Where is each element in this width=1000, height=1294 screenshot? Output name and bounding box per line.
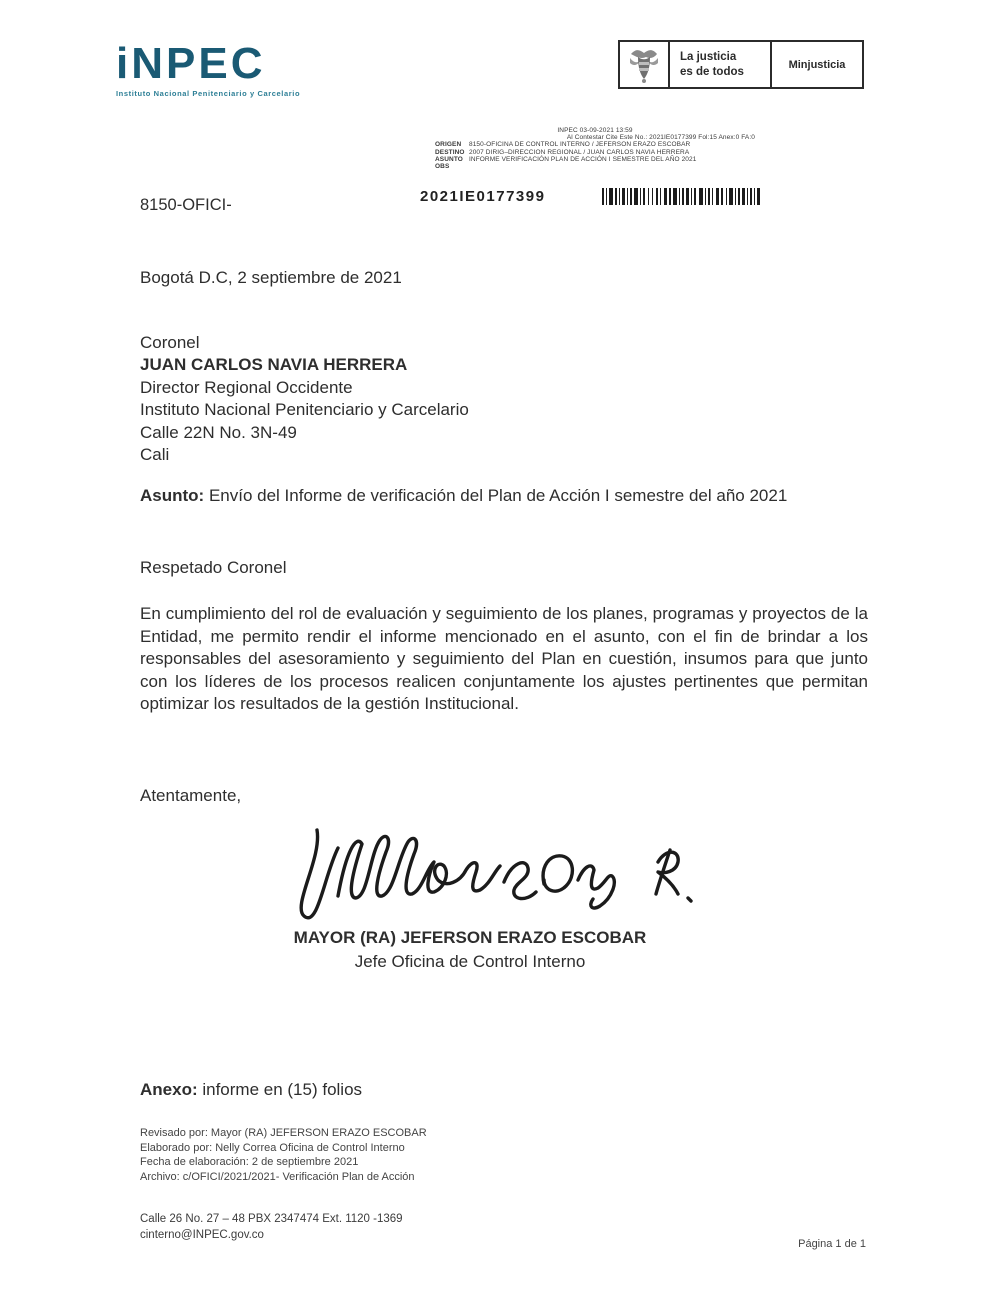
recipient-title: Director Regional Occidente (140, 377, 353, 397)
stamp-destino (435, 149, 755, 156)
meta-revisado: Revisado por: Mayor (RA) JEFERSON ERAZO ESCOBAR (140, 1127, 427, 1139)
subject-line (140, 483, 868, 509)
recipient-city: Cali (140, 445, 170, 465)
barcode-icon (602, 188, 762, 210)
recipient-name: JUAN CARLOS NAVIA HERRERA (140, 355, 408, 375)
signer-block (140, 926, 800, 974)
signer-title: Jefe Oficina de Control Interno (354, 952, 586, 971)
annex-line (140, 1080, 362, 1100)
inpec-logo (116, 39, 301, 98)
stamp-asunto-value: INFORME VERIFICACIÓN PLAN DE ACCIÓN I SEMESTRE DEL AÑO 2021 (469, 155, 697, 163)
gov-slogan-line2: es de todos (680, 65, 744, 78)
stamp-origen-label: ORIGEN (435, 141, 462, 149)
recipient-address: Calle 22N No. 3N-49 (140, 422, 297, 442)
stamp-destino-value: 2007 DIRIG–DIRECCION REGIONAL / JUAN CARLOS NAVIA HERRERA (469, 148, 690, 156)
stamp-asunto (435, 156, 755, 163)
closing: Atentamente, (140, 786, 242, 805)
footer-address: Calle 26 No. 27 – 48 PBX 2347474 Ext. 1120 -1369 (140, 1213, 403, 1225)
stamp-obs (435, 163, 755, 170)
colombia-coat-of-arms-icon (620, 42, 670, 87)
meta-elaborado: Elaborado por: Nelly Correa Oficina de Control Interno (140, 1141, 405, 1154)
recipient-block (140, 332, 469, 466)
stamp-asunto-label: ASUNTO (435, 155, 463, 163)
reference-code: 8150-OFICI- (140, 196, 232, 214)
stamp-destino-label: DESTINO (435, 148, 465, 156)
stamp-datetime: INPEC 03-09-2021 13:59 (557, 127, 633, 134)
meta-fecha: Fecha de elaboración: 2 de septiembre 2021 (140, 1156, 359, 1168)
inpec-logo-tagline: Instituto Nacional Penitenciario y Carcelario (116, 89, 301, 98)
stamp-origen-value: 8150-OFICINA DE CONTROL INTERNO / JEFERSON ERAZO ESCOBAR (469, 141, 691, 149)
radicado-stamp (435, 127, 755, 170)
subject-text: Envío del Informe de verificación del Plan de Acción I semestre del año 2021 (204, 486, 788, 505)
signer-name: MAYOR (RA) JEFERSON ERAZO ESCOBAR (293, 928, 647, 947)
recipient-rank: Coronel (140, 333, 200, 352)
stamp-origen (435, 141, 755, 148)
annex-text: informe en (15) folios (197, 1080, 363, 1099)
handwritten-signature (272, 818, 732, 928)
subject-label: Asunto: (140, 486, 205, 505)
gov-ministry: Minjusticia (788, 58, 846, 71)
recipient-institution: Instituto Nacional Penitenciario y Carcelario (140, 400, 469, 420)
meta-archivo: Archivo: c/OFICI/2021/2021- Verificación Plan de Acción (140, 1170, 415, 1183)
gov-slogan-line1: La justicia (680, 51, 737, 64)
stamp-obs-label: OBS (435, 163, 450, 171)
annex-label: Anexo: (140, 1080, 198, 1099)
inpec-logo-text: iNPEC (116, 39, 266, 88)
gov-banner (618, 40, 864, 89)
body-paragraph: En cumplimiento del rol de evaluación y seguimiento de los planes, programas y proyectos de la Entidad, me permito rendir el informe mencionado en el asunto, con el fin de brindar a los responsables del asesoramiento y seguimiento del Plan en cuestión, insumos para que junto con los líderes de los procesos realicen conjuntamente los ajustes pertinentes que permitan optimizar los resultados de la gestión Institucional. (140, 604, 868, 714)
salutation: Respetado Coronel (140, 558, 287, 577)
date-line: Bogotá D.C, 2 septiembre de 2021 (140, 268, 402, 287)
stamp-cite-line: Al Contestar Cite Este No.: 2021IE0177399 Fol:15 Anex:0 FA:0 (566, 134, 755, 142)
gov-slogan (670, 42, 772, 87)
footer-address-block (140, 1211, 403, 1243)
document-meta (140, 1126, 427, 1184)
radicado-row (420, 188, 765, 208)
page-number: Página 1 de 1 (798, 1238, 866, 1250)
radicado-number: 2021IE0177399 (420, 188, 546, 205)
footer-email: cinterno@INPEC.gov.co (140, 1229, 264, 1241)
